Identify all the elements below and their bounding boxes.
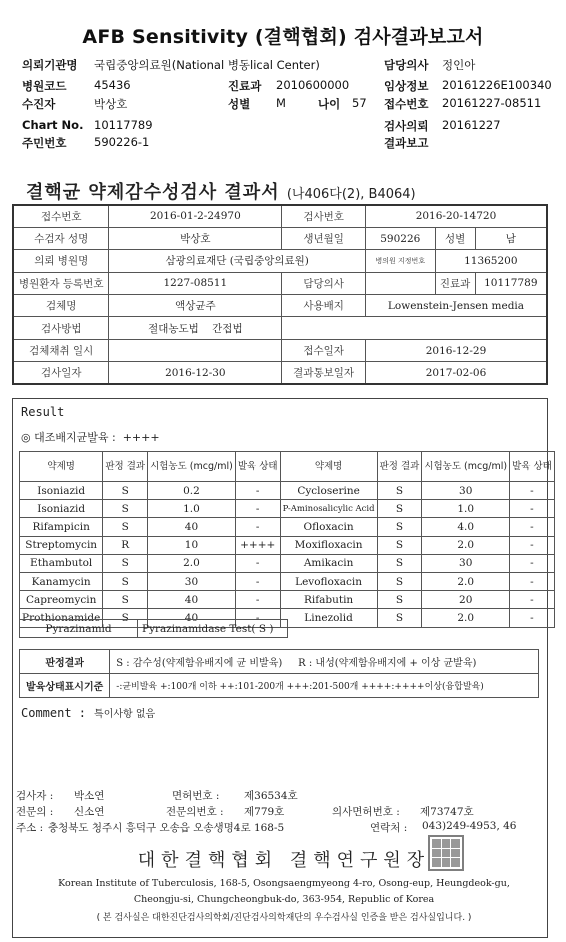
col-result: 판정 결과 xyxy=(377,452,422,482)
receipt-no-label: 접수번호 xyxy=(13,205,109,227)
value-clinical-info: 20161226E100340 xyxy=(442,78,552,92)
drug-result: S xyxy=(377,536,422,554)
drug-conc: 0.2 xyxy=(148,482,236,500)
drug-name: Amikacin xyxy=(280,554,377,572)
header-row xyxy=(22,57,552,73)
table-row xyxy=(20,674,539,698)
drug-growth: ++++ xyxy=(235,536,280,554)
table-row xyxy=(13,362,547,384)
drug-conc: 40 xyxy=(148,518,236,536)
table-row xyxy=(13,295,547,317)
drug-result: S xyxy=(103,554,148,572)
value-hospital-code: 45436 xyxy=(94,78,131,92)
collect-label: 검체채취 일시 xyxy=(13,339,109,361)
col-result: 판정 결과 xyxy=(103,452,148,482)
value-receipt-no: 20161227-08511 xyxy=(442,96,542,110)
drug-result: S xyxy=(103,591,148,609)
table-row xyxy=(13,205,547,227)
received-value: 2016-12-29 xyxy=(365,339,547,361)
value-age: 57 xyxy=(352,96,367,110)
col-drug-name: 약제명 xyxy=(280,452,377,482)
doctor-license: 제73747호 xyxy=(420,806,474,818)
drug-conc: 40 xyxy=(148,609,236,627)
patient-label: 수검자 성명 xyxy=(13,227,109,249)
received-label: 접수일자 xyxy=(282,339,366,361)
drug-name: Levofloxacin xyxy=(280,572,377,590)
drug-growth: - xyxy=(235,554,280,572)
drug-conc: 30 xyxy=(422,482,510,500)
drug-result: R xyxy=(103,536,148,554)
table-row xyxy=(20,482,555,500)
table-row xyxy=(20,554,555,572)
control-media-line xyxy=(21,429,160,445)
doc-title xyxy=(26,178,416,204)
drug-name: Cycloserine xyxy=(280,482,377,500)
value-institution: 국립중앙의료원(National 병동lical Center) xyxy=(94,58,320,72)
drug-name: Capreomycin xyxy=(20,591,103,609)
certification-footnote: ( 본 검사실은 대한진단검사의학회/진단검사의학재단의 우수검사실 인증을 받은 검사실입니다. ) xyxy=(96,913,472,923)
table-row xyxy=(20,591,555,609)
hosp-code-value: 11365200 xyxy=(435,250,547,272)
comment-label: Comment : xyxy=(21,706,87,720)
drug-growth: - xyxy=(235,572,280,590)
drug-name: Moxifloxacin xyxy=(280,536,377,554)
header-row xyxy=(22,78,552,94)
specialist-no-label: 전문의번호 : xyxy=(166,806,224,818)
header-row xyxy=(22,118,552,134)
dept-value: 10117789 xyxy=(475,272,547,294)
judge-label: 판정결과 xyxy=(20,650,110,674)
control-value: ++++ xyxy=(122,431,160,444)
test-no-label: 검사번호 xyxy=(282,205,366,227)
drug-growth: - xyxy=(510,554,555,572)
method-2: 간접법 xyxy=(212,322,243,335)
table-row xyxy=(13,339,547,361)
drug-conc: 10 xyxy=(148,536,236,554)
address-label: 주소 : xyxy=(16,822,44,834)
drug-result: S xyxy=(377,482,422,500)
drug-conc: 30 xyxy=(148,572,236,590)
method-1: 절대농도법 xyxy=(148,322,199,335)
drug-conc: 30 xyxy=(422,554,510,572)
label-institution: 의뢰기관명 xyxy=(22,58,78,72)
control-label: ◎ 대조배지균발육 : xyxy=(21,431,116,444)
reg-no-label: 병원환자 등록번호 xyxy=(13,272,109,294)
drug-name: Kanamycin xyxy=(20,572,103,590)
header-row xyxy=(22,96,552,112)
doc-doctor-label: 담당의사 xyxy=(282,272,366,294)
drug-result: S xyxy=(377,500,422,518)
table-row xyxy=(20,572,555,590)
drug-result: S xyxy=(103,609,148,627)
tested-label: 검사일자 xyxy=(13,362,109,384)
header-row xyxy=(22,135,552,151)
drug-susceptibility-table xyxy=(19,451,555,628)
label-resident-no: 주민번호 xyxy=(22,136,67,150)
label-clinical-info: 임상정보 xyxy=(384,79,429,93)
dob-label: 생년월일 xyxy=(282,227,366,249)
drug-growth: - xyxy=(235,518,280,536)
specimen-label: 검체명 xyxy=(13,295,109,317)
specialist-name: 신소연 xyxy=(74,806,105,818)
table-row xyxy=(13,317,547,339)
hosp-code-label: 병의원 지정번호 xyxy=(365,250,435,272)
drug-growth: - xyxy=(510,482,555,500)
drug-conc: 2.0 xyxy=(422,536,510,554)
organization-name-korean: 대한결핵협회 결핵연구원장 xyxy=(137,850,431,871)
label-result-report: 결과보고 xyxy=(384,136,429,150)
drug-growth: - xyxy=(510,572,555,590)
drug-conc: 1.0 xyxy=(422,500,510,518)
drug-name: Rifampicin xyxy=(20,518,103,536)
drug-name: Isoniazid xyxy=(20,482,103,500)
method-label: 검사방법 xyxy=(13,317,109,339)
tester-name: 박소연 xyxy=(74,790,105,802)
interpretation-table xyxy=(19,649,539,698)
phone-label: 연락처 : xyxy=(370,822,408,834)
drug-result: S xyxy=(103,518,148,536)
hospital-label: 의뢰 병원명 xyxy=(13,250,109,272)
doctor-license-label: 의사면허번호 : xyxy=(332,806,400,818)
doc-title-text: 결핵균 약제감수성검사 결과서 xyxy=(26,182,280,203)
empty-cell xyxy=(282,317,547,339)
drug-result: S xyxy=(377,572,422,590)
specialist-no: 제779호 xyxy=(244,806,285,818)
value-department: 2010600000 xyxy=(276,78,350,92)
judge-values xyxy=(110,650,539,674)
judge-resistant: R : 내성(약제함유배지에 + 이상 균발육) xyxy=(298,658,477,669)
drug-name: Ofloxacin xyxy=(280,518,377,536)
col-concentration: 시험농도 (mcg/ml) xyxy=(148,452,236,482)
value-resident-no: 590226-1 xyxy=(94,135,150,149)
drug-name: Rifabutin xyxy=(280,591,377,609)
drug-conc: 2.0 xyxy=(422,572,510,590)
table-row xyxy=(20,518,555,536)
table-row xyxy=(13,272,547,294)
label-sex: 성별 xyxy=(228,97,251,111)
dept-label: 진료과 xyxy=(435,272,475,294)
drug-name: Ethambutol xyxy=(20,554,103,572)
drug-growth: - xyxy=(510,609,555,627)
hospital-value: 삼광의료재단 (국립중앙의료원) xyxy=(109,250,366,272)
drug-result: S xyxy=(103,572,148,590)
drug-growth: - xyxy=(235,482,280,500)
pyrazinamide-name: Pyrazinamid xyxy=(20,620,138,638)
table-row xyxy=(13,227,547,249)
value-doctor: 정인아 xyxy=(442,58,476,72)
reg-no-value: 1227-08511 xyxy=(109,272,282,294)
collect-value xyxy=(109,339,282,361)
test-no-value: 2016-20-14720 xyxy=(365,205,547,227)
table-row xyxy=(20,650,539,674)
pyrazinamide-row xyxy=(19,619,288,638)
drug-growth: - xyxy=(235,591,280,609)
drug-result: S xyxy=(377,609,422,627)
result-title: Result xyxy=(21,405,65,419)
label-chart-no: Chart No. xyxy=(22,118,84,132)
doc-title-code: (나406다(2), B4064) xyxy=(286,187,416,202)
value-request-date: 20161227 xyxy=(442,118,501,132)
official-seal xyxy=(428,835,464,871)
table-row xyxy=(20,536,555,554)
drug-conc: 20 xyxy=(422,591,510,609)
drug-result: S xyxy=(103,482,148,500)
label-receipt-no: 접수번호 xyxy=(384,97,429,111)
col-growth: 발육 상태 xyxy=(510,452,555,482)
tester-license-label: 면허번호 : xyxy=(172,790,220,802)
scanned-report xyxy=(6,170,562,940)
drug-result: S xyxy=(377,518,422,536)
dob-value: 590226 xyxy=(365,227,435,249)
drug-conc: 40 xyxy=(148,591,236,609)
drug-conc: 1.0 xyxy=(148,500,236,518)
label-request-date: 검사의뢰 xyxy=(384,119,429,133)
drug-name: Streptomycin xyxy=(20,536,103,554)
drug-name: Isoniazid xyxy=(20,500,103,518)
growth-criteria-label: 발육상태표시기준 xyxy=(20,674,110,698)
col-growth: 발육 상태 xyxy=(235,452,280,482)
value-sex: M xyxy=(276,96,286,110)
address-value: 충청북도 청주시 흥덕구 오송읍 오송생명4로 168-5 xyxy=(48,822,285,834)
judge-sensitive: S : 감수성(약제함유배지에 균 비발육) xyxy=(116,658,283,669)
drug-result: S xyxy=(103,500,148,518)
media-value: Lowenstein-Jensen media xyxy=(365,295,547,317)
table-row xyxy=(13,250,547,272)
label-hospital-code: 병원코드 xyxy=(22,79,67,93)
phone-value: 043)249-4953, 46 xyxy=(422,820,517,832)
drug-name: Prothionamide xyxy=(20,609,103,627)
table-row xyxy=(20,500,555,518)
tester-role: 검사자 : xyxy=(16,790,54,802)
organization-address-en-1: Korean Institute of Tuberculosis, 168-5, Osongsaengmyeong 4-ro, Osong-eup, Heungdeok-gu, xyxy=(58,878,510,889)
specimen-value: 액상균주 xyxy=(109,295,282,317)
drug-conc: 2.0 xyxy=(148,554,236,572)
media-label: 사용배지 xyxy=(282,295,366,317)
pyrazinamide-value: Pyrazinamidase Test( S ) xyxy=(138,620,288,638)
tested-value: 2016-12-30 xyxy=(109,362,282,384)
drug-conc: 2.0 xyxy=(422,609,510,627)
table-row xyxy=(20,620,288,638)
drug-name: Linezolid xyxy=(280,609,377,627)
drug-result: S xyxy=(377,554,422,572)
drug-growth: - xyxy=(510,518,555,536)
patient-value: 박상호 xyxy=(109,227,282,249)
table-header-row xyxy=(20,452,555,482)
doc-doctor-value xyxy=(365,272,435,294)
drug-growth: - xyxy=(510,500,555,518)
drug-result: S xyxy=(377,591,422,609)
label-doctor: 담당의사 xyxy=(384,58,429,72)
reported-value: 2017-02-06 xyxy=(365,362,547,384)
tester-license: 제36534호 xyxy=(244,790,298,802)
drug-growth: - xyxy=(235,609,280,627)
value-patient: 박상호 xyxy=(94,97,128,111)
comment-value: 특이사항 없음 xyxy=(94,709,156,720)
patient-info-table xyxy=(12,204,548,385)
col-concentration: 시험농도 (mcg/ml) xyxy=(422,452,510,482)
receipt-no-value: 2016-01-2-24970 xyxy=(109,205,282,227)
growth-criteria-value: -:균비발육 +:100개 이하 ++:101-200개 +++:201-500개 ++++:++++이상(융합발육) xyxy=(110,674,539,698)
drug-growth: - xyxy=(510,591,555,609)
label-age: 나이 xyxy=(318,97,341,111)
report-title: AFB Sensitivity (결핵협회) 검사결과보고서 xyxy=(82,26,484,48)
label-department: 진료과 xyxy=(228,79,262,93)
comment xyxy=(21,705,155,720)
method-value xyxy=(109,317,282,339)
drug-name: P-Aminosalicylic Acid xyxy=(280,500,377,518)
organization-address-en-2: Cheongju-si, Chungcheongbuk-do, 363-954, Republic of Korea xyxy=(133,894,435,905)
specialist-role: 전문의 : xyxy=(16,806,54,818)
drug-growth: - xyxy=(235,500,280,518)
sex-label: 성별 xyxy=(435,227,475,249)
reported-label: 결과통보일자 xyxy=(282,362,366,384)
value-chart-no: 10117789 xyxy=(94,118,153,132)
col-drug-name: 약제명 xyxy=(20,452,103,482)
label-patient: 수진자 xyxy=(22,97,56,111)
drug-conc: 4.0 xyxy=(422,518,510,536)
drug-growth: - xyxy=(510,536,555,554)
sex-value: 남 xyxy=(475,227,547,249)
